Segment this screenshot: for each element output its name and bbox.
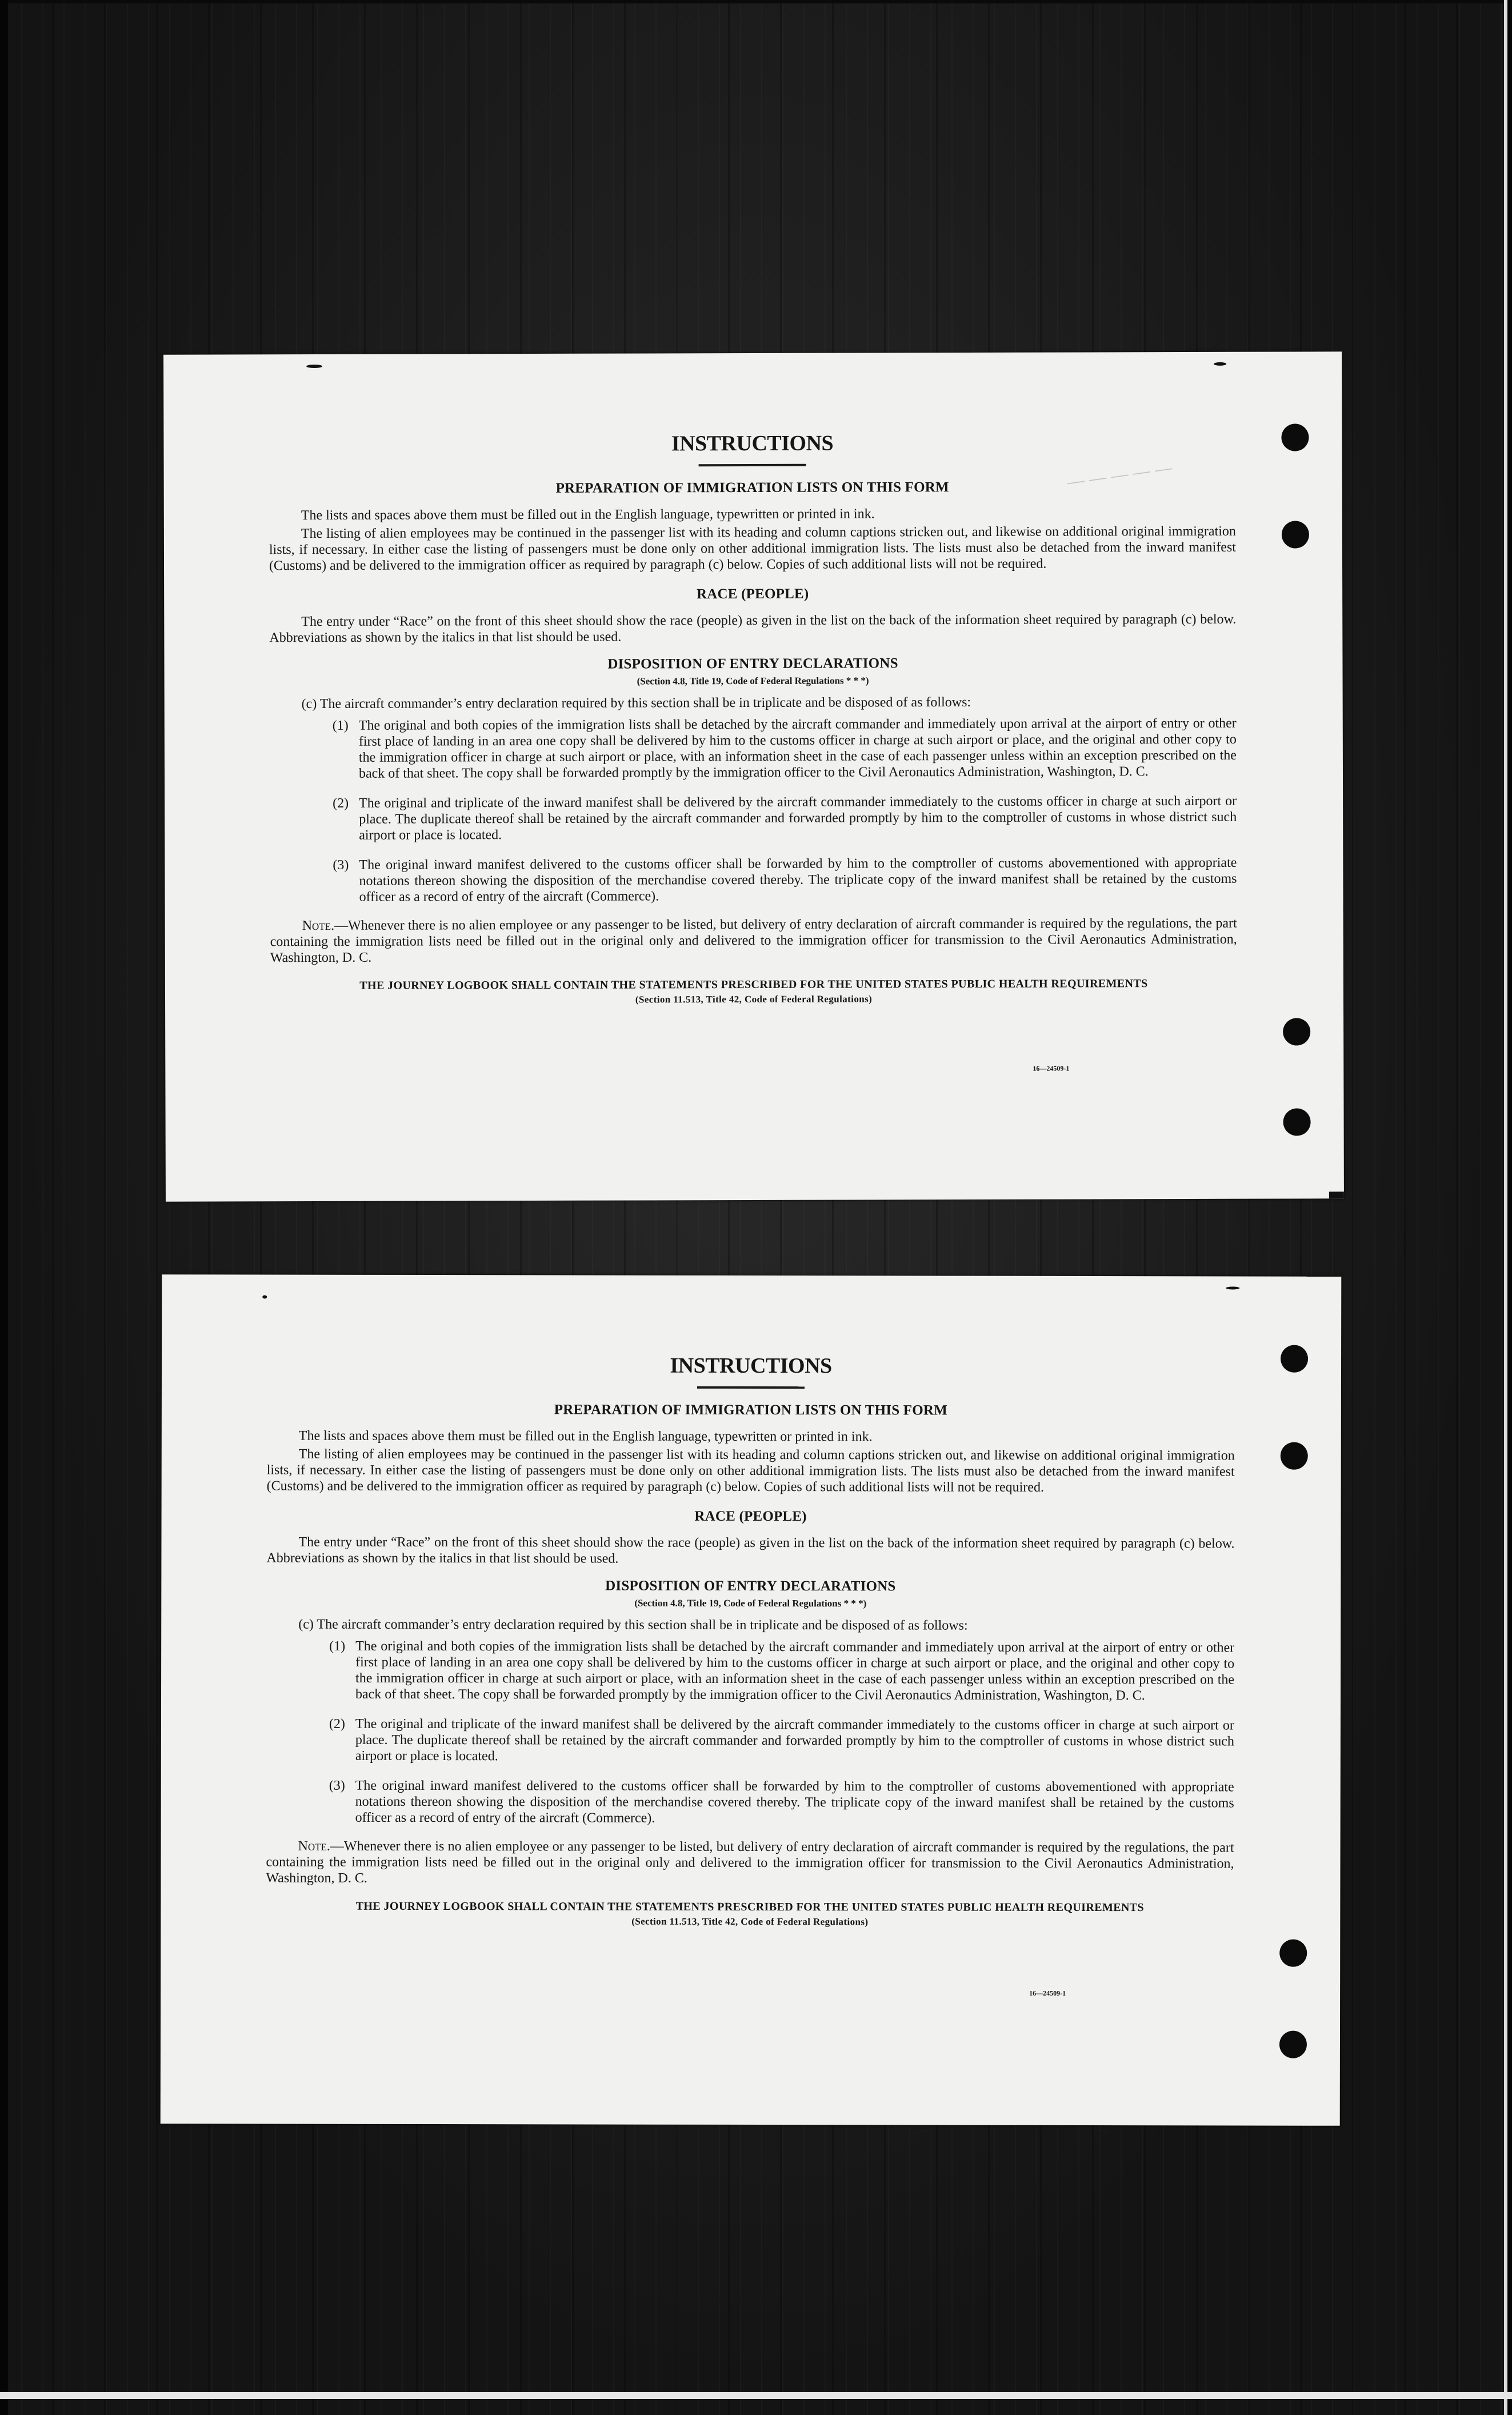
film-speck (306, 365, 322, 368)
disposition-intro: (c) The aircraft commander’s entry declaration required by this section shall be in triplicate and be disposed of as follows: (298, 1617, 968, 1633)
title-rule (699, 464, 806, 466)
list-item-text: The original inward manifest delivered to the customs officer shall be forwarded by him to the comptroller of customs abovementioned with appropriate notations thereon showing the disposition of the merchandise covered thereby. The triplicate copy of the inward manifest shall be retained by the customs officer as a record of entry of the aircraft (Commerce). (355, 1778, 1234, 1826)
punch-hole (1282, 521, 1309, 548)
disposition-citation: (Section 4.8, Title 19, Code of Federal Regulations * * *) (637, 675, 869, 687)
disposition-citation: (Section 4.8, Title 19, Code of Federal Regulations * * *) (634, 1597, 867, 1609)
punch-hole (1279, 2031, 1307, 2058)
list-item-text: The original and triplicate of the inward manifest shall be delivered by the aircraft commander immediately to the customs officer in charge at such airport or place. The duplicate thereof shall be retained by the aircraft commander and forwarded promptly by him to the comptroller of customs in whose district such airport or place is located. (359, 793, 1237, 843)
note-label: Note. (298, 1838, 330, 1854)
note-paragraph (270, 915, 1237, 966)
film-bottom-edge (0, 2392, 1512, 2399)
list-item-number: (3) (333, 857, 349, 873)
race-heading: RACE (PEOPLE) (694, 1508, 807, 1525)
form-code: 16—24509-1 (1029, 1989, 1066, 1997)
disposition-heading: DISPOSITION OF ENTRY DECLARATIONS (607, 655, 898, 672)
list-item (266, 1716, 1234, 1766)
preparation-paragraph-2: The listing of alien employees may be continued in the passenger list with its heading and column captions stricken out, and likewise on additional original immigration lists, if necessary. In either case the listing of passengers must be done only on other additional immigration lists. The lists must also be detached from the inward manifest (Customs) and be delivered to the immigration officer as required by paragraph (c) below. Copies of such additional lists will not be required. (269, 523, 1236, 574)
bleed-through-marks: — — — — — (1065, 457, 1174, 493)
health-requirements-citation: (Section 11.513, Title 42, Code of Federal Regulations) (631, 1916, 869, 1928)
film-left-edge (0, 0, 8, 2415)
preparation-paragraph-1: The lists and spaces above them must be filled out in the English language, typewritten or printed in ink. (301, 506, 875, 523)
list-item (270, 855, 1237, 905)
punch-hole (1281, 1345, 1308, 1373)
list-item-text: The original and both copies of the immigration lists shall be detached by the aircraft commander and immediately upon arrival at the airport of entry or other first place of landing in an area one copy shall be delivered by him to the customs officer in charge at such airport or place, and the original and other copy to the immigration officer in charge at such airport or place, with an information sheet in the case of each passenger unless within an exception prescribed on the back of that sheet. The copy shall be forwarded promptly by the immigration officer to the Civil Aeronautics Administration, Washington, D. C. (355, 1638, 1235, 1704)
punch-hole (1283, 1018, 1310, 1045)
health-requirements-line: THE JOURNEY LOGBOOK SHALL CONTAIN THE STATEMENTS PRESCRIBED FOR THE UNITED STATES PUBLIC HEALTH REQUIREMENTS (359, 977, 1148, 992)
punch-hole (1283, 1108, 1311, 1135)
list-item (270, 793, 1237, 843)
list-item-number: (2) (329, 1716, 345, 1732)
list-item (270, 715, 1237, 782)
punch-hole (1281, 423, 1309, 451)
health-requirements-statement (270, 976, 1237, 1008)
preparation-heading: PREPARATION OF IMMIGRATION LISTS ON THIS FORM (554, 1402, 948, 1418)
list-item (266, 1638, 1234, 1704)
list-item (266, 1778, 1234, 1828)
film-top-edge (0, 0, 1512, 3)
film-speck (262, 1296, 267, 1299)
punch-hole (1281, 1442, 1308, 1470)
list-item-number: (1) (332, 718, 349, 733)
list-item-number: (1) (329, 1638, 346, 1654)
film-right-edge (1504, 0, 1512, 2415)
film-speck (1214, 362, 1226, 366)
instructions-title: INSTRUCTIONS (671, 431, 834, 456)
title-rule (697, 1386, 805, 1389)
note-text: —Whenever there is no alien employee or any passenger to be listed, but delivery of entry declaration of aircraft commander is required by the regulations, the part containing the immigration lists need be filled out in the original only and delivered to the immigration officer for transmission to the Civil Aeronautics Administration, Washington, D. C. (270, 915, 1237, 966)
preparation-paragraph-2: The listing of alien employees may be continued in the passenger list with its heading and column captions stricken out, and likewise on additional original immigration lists, if necessary. In either case the listing of passengers must be done only on other additional immigration lists. The lists must also be detached from the inward manifest (Customs) and be delivered to the immigration officer as required by paragraph (c) below. Copies of such additional lists will not be required. (266, 1446, 1235, 1495)
disposition-list (266, 1638, 1235, 1828)
health-requirements-statement (266, 1899, 1234, 1930)
punch-hole (1279, 1940, 1307, 1967)
health-requirements-line: THE JOURNEY LOGBOOK SHALL CONTAIN THE STATEMENTS PRESCRIBED FOR THE UNITED STATES PUBLIC HEALTH REQUIREMENTS (355, 1900, 1145, 1914)
list-item-text: The original and both copies of the immigration lists shall be detached by the aircraft commander and immediately upon arrival at the airport of entry or other first place of landing in an area one copy shall be delivered by him to the customs officer in charge at such airport or place, and the original and other copy to the immigration officer in charge at such airport or place, with an information sheet in the case of each passenger unless within an exception prescribed on the back of that sheet. The copy shall be forwarded promptly by the immigration officer to the Civil Aeronautics Administration, Washington, D. C. (358, 715, 1237, 781)
race-paragraph: The entry under “Race” on the front of this sheet should show the race (people) as given in the list on the back of the information sheet required by paragraph (c) below. Abbreviations as shown by the italics in that list should be used. (269, 611, 1237, 646)
disposition-heading: DISPOSITION OF ENTRY DECLARATIONS (605, 1578, 896, 1594)
list-item-number: (2) (333, 795, 349, 811)
list-item-text: The original inward manifest delivered to the customs officer shall be forwarded by him to the comptroller of customs abovementioned with appropriate notations thereon showing the disposition of the merchandise covered thereby. The triplicate copy of the inward manifest shall be retained by the customs officer as a record of entry of the aircraft (Commerce). (359, 855, 1237, 905)
list-item-number: (3) (329, 1778, 345, 1793)
instructions-title: INSTRUCTIONS (670, 1353, 832, 1378)
form-code: 16—24509-1 (1033, 1064, 1070, 1073)
preparation-heading: PREPARATION OF IMMIGRATION LISTS ON THIS FORM (555, 479, 949, 496)
race-heading: RACE (PEOPLE) (696, 586, 809, 602)
health-requirements-citation: (Section 11.513, Title 42, Code of Federal Regulations) (635, 993, 873, 1005)
list-item-text: The original and triplicate of the inward manifest shall be delivered by the aircraft commander immediately to the customs officer in charge at such airport or place. The duplicate thereof shall be retained by the aircraft commander and forwarded promptly by him to the comptroller of customs in whose district such airport or place is located. (355, 1716, 1234, 1764)
preparation-paragraph-1: The lists and spaces above them must be filled out in the English language, typewritten or printed in ink. (298, 1428, 873, 1445)
disposition-list (270, 715, 1237, 905)
instruction-sheet-top (163, 351, 1344, 1201)
note-text: —Whenever there is no alien employee or any passenger to be listed, but delivery of entry declaration of aircraft commander is required by the regulations, the part containing the immigration lists need be filled out in the original only and delivered to the immigration officer for transmission to the Civil Aeronautics Administration, Washington, D. C. (266, 1838, 1234, 1886)
note-paragraph (266, 1838, 1234, 1888)
race-paragraph: The entry under “Race” on the front of this sheet should show the race (people) as given in the list on the back of the information sheet required by paragraph (c) below. Abbreviations as shown by the italics in that list should be used. (266, 1534, 1235, 1566)
note-label: Note. (302, 918, 335, 934)
sheet-corner-fold (1329, 1191, 1344, 1198)
instruction-sheet-bottom (161, 1274, 1342, 2126)
disposition-intro: (c) The aircraft commander’s entry declaration required by this section shall be in triplicate and be disposed of as follows: (301, 695, 971, 712)
film-speck (1226, 1286, 1239, 1289)
